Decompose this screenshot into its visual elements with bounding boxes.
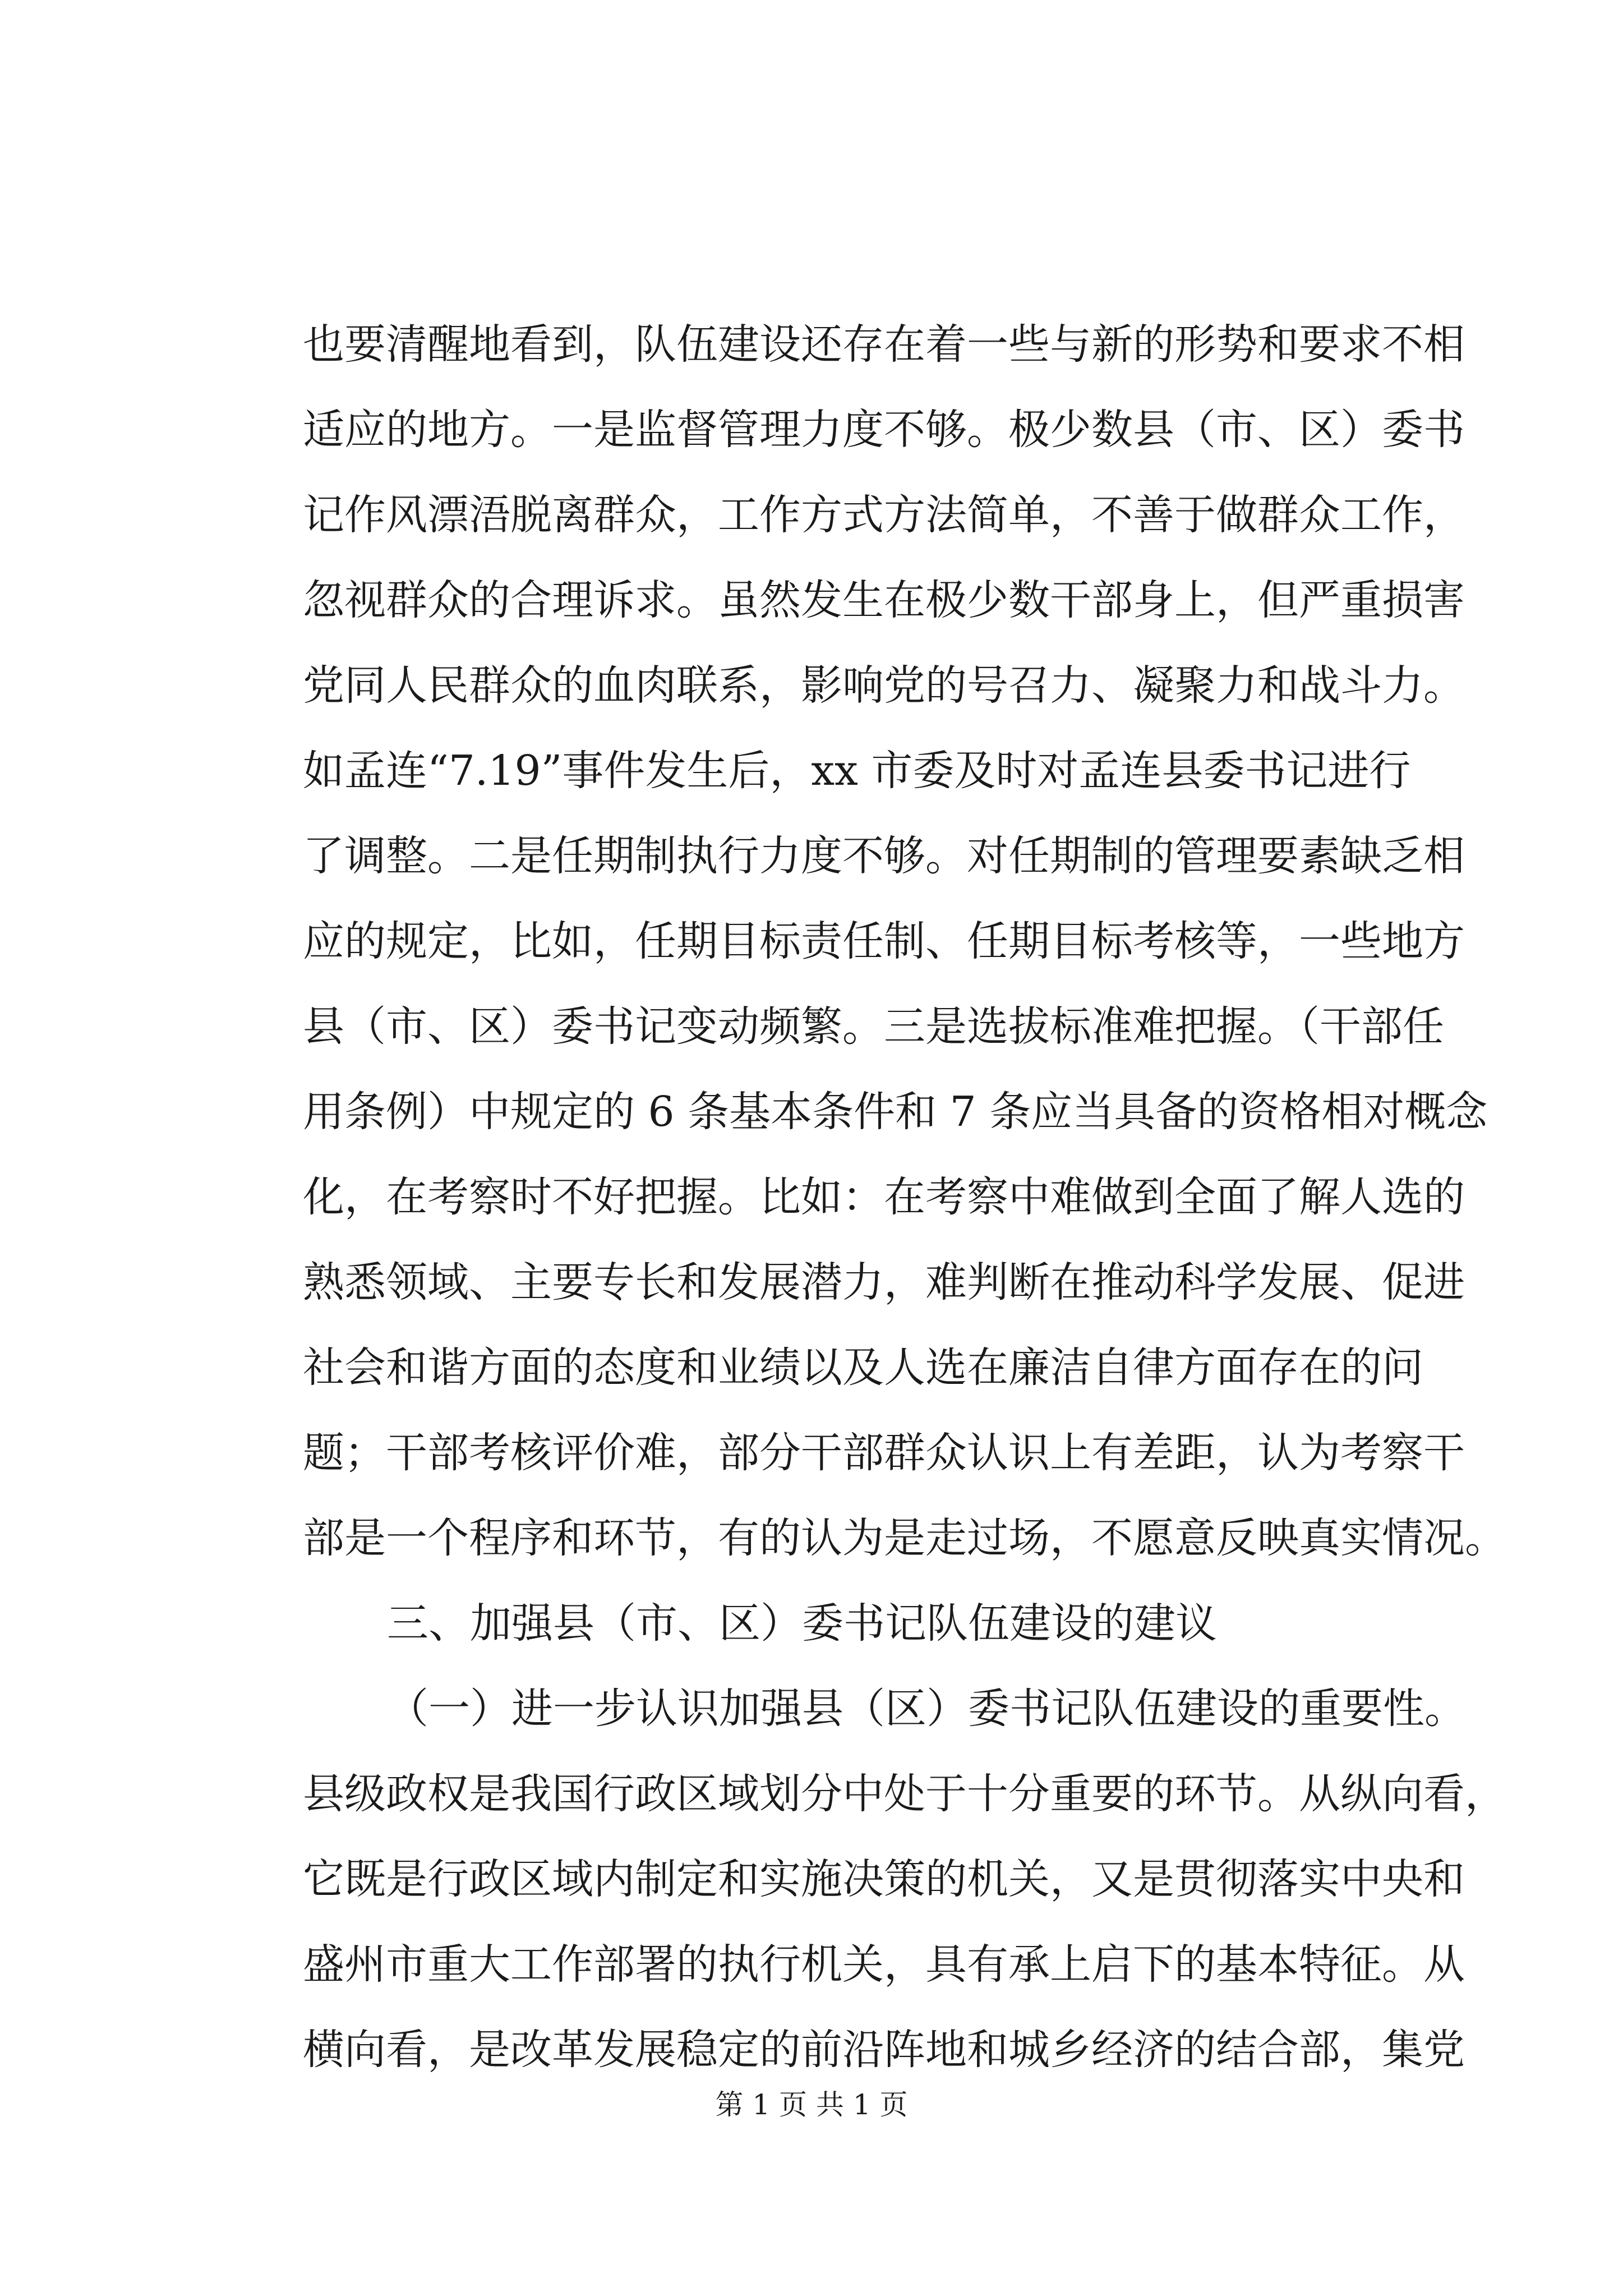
subsection-heading: （一）进一步认识加强县（区）委书记队伍建设的重要性。: [387, 1685, 1466, 1733]
page-footer: 第 1 页 共 1 页: [715, 2088, 908, 2121]
text-line: 社会和谐方面的态度和业绩以及人选在廉洁自律方面存在的问: [303, 1343, 1423, 1392]
text-line: 也要清醒地看到，队伍建设还存在着一些与新的形势和要求不相: [303, 320, 1465, 369]
text-line: 部是一个程序和环节，有的认为是走过场，不愿意反映真实情况。: [303, 1514, 1506, 1562]
text-line: 化，在考察时不好把握。比如：在考察中难做到全面了解人选的: [303, 1173, 1465, 1221]
text-line: 应的规定，比如，任期目标责任制、任期目标考核等，一些地方: [303, 917, 1465, 965]
text-line: 县（市、区）委书记变动频繁。三是选拔标准难把握。（干部任: [303, 1002, 1444, 1051]
text-line: 了调整。二是任期制执行力度不够。对任期制的管理要素缺乏相: [303, 832, 1465, 880]
text-line: 适应的地方。一是监督管理力度不够。极少数县（市、区）委书: [303, 406, 1465, 454]
text-line: 县级政权是我国行政区域划分中处于十分重要的环节。从纵向看，: [303, 1770, 1506, 1818]
text-line: 如孟连“7.19”事件发生后，xx 市委及时对孟连县委书记进行: [303, 747, 1411, 795]
text-line: 横向看，是改革发展稳定的前沿阵地和城乡经济的结合部，集党: [303, 2026, 1465, 2074]
text-line: 忽视群众的合理诉求。虽然发生在极少数干部身上，但严重损害: [303, 576, 1465, 624]
text-line: 它既是行政区域内制定和实施决策的机关，又是贯彻落实中央和: [303, 1855, 1465, 1903]
text-line: 党同人民群众的血肉联系，影响党的号召力、凝聚力和战斗力。: [303, 661, 1465, 710]
text-line: 记作风漂浯脱离群众，工作方式方法简单，不善于做群众工作，: [303, 491, 1465, 539]
section-heading: 三、加强县（市、区）委书记队伍建设的建议: [387, 1599, 1217, 1648]
body-text: [303, 302, 1506, 2092]
text-line: 用条例）中规定的 6 条基本条件和 7 条应当具备的资格相对概念: [303, 1088, 1488, 1136]
text-line: 题；干部考核评价难，部分干部群众认识上有差距，认为考察干: [303, 1429, 1465, 1477]
text-line: 熟悉领域、主要专长和发展潜力，难判断在推动科学发展、促进: [303, 1258, 1465, 1306]
text-line: 盛州市重大工作部署的执行机关，具有承上启下的基本特征。从: [303, 1940, 1465, 1989]
